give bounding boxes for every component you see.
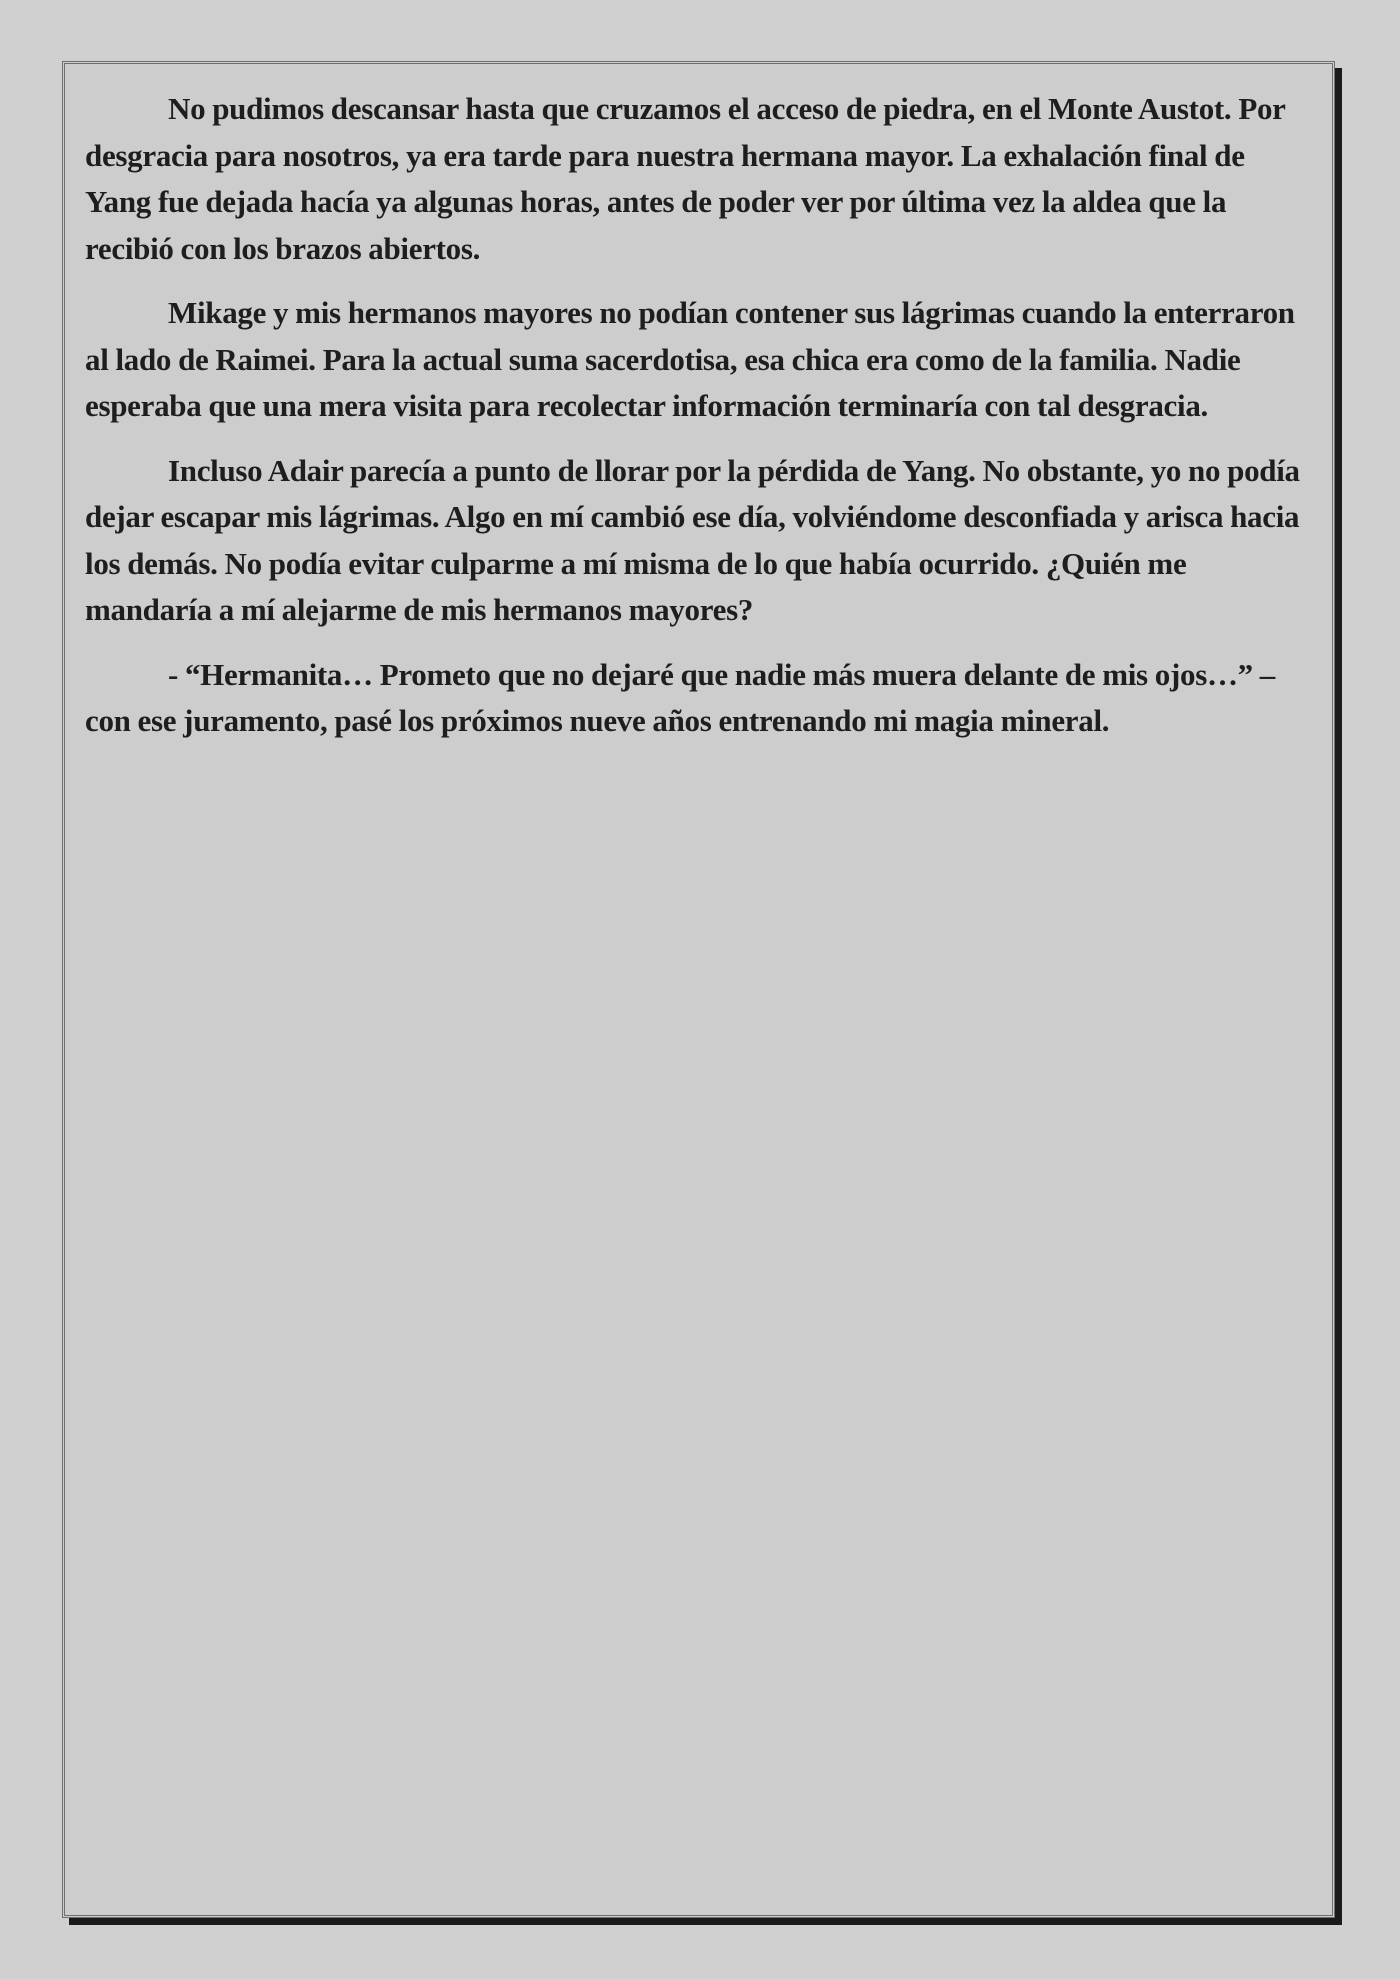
paragraph-3: Incluso Adair parecía a punto de llorar por la pérdida de Yang. No obstante, yo no podía dejar escapar mis lágrimas. Algo en mí cambió ese día, volviéndome desconfiada y arisca hacia los demás. No podía evitar culparme a mí misma de lo que había ocurrido. ¿Quién me mandaría a mí alejarme de mis hermanos mayores? bbox=[85, 452, 1300, 627]
body-text bbox=[85, 86, 1310, 763]
page-frame bbox=[62, 61, 1335, 1918]
paragraph-2: Mikage y mis hermanos mayores no podían contener sus lágrimas cuando la enterraron al lado de Raimei. Para la actual suma sacerdotisa, esa chica era como de la familia. Nadie esperaba que una mera visita para recolectar información terminaría con tal desgracia. bbox=[85, 295, 1295, 423]
paragraph-4: - “Hermanita… Prometo que no dejaré que nadie más muera delante de mis ojos…” – con ese juramento, pasé los próximos nueve años entrenando mi magia mineral. bbox=[85, 656, 1276, 738]
paragraph-1: No pudimos descansar hasta que cruzamos el acceso de piedra, en el Monte Austot. Por desgracia para nosotros, ya era tarde para nuestra hermana mayor. La exhalación final de Yang fue dejada hacía ya algunas horas, antes de poder ver por última vez la aldea que la recibió con los brazos abiertos. bbox=[85, 91, 1286, 266]
